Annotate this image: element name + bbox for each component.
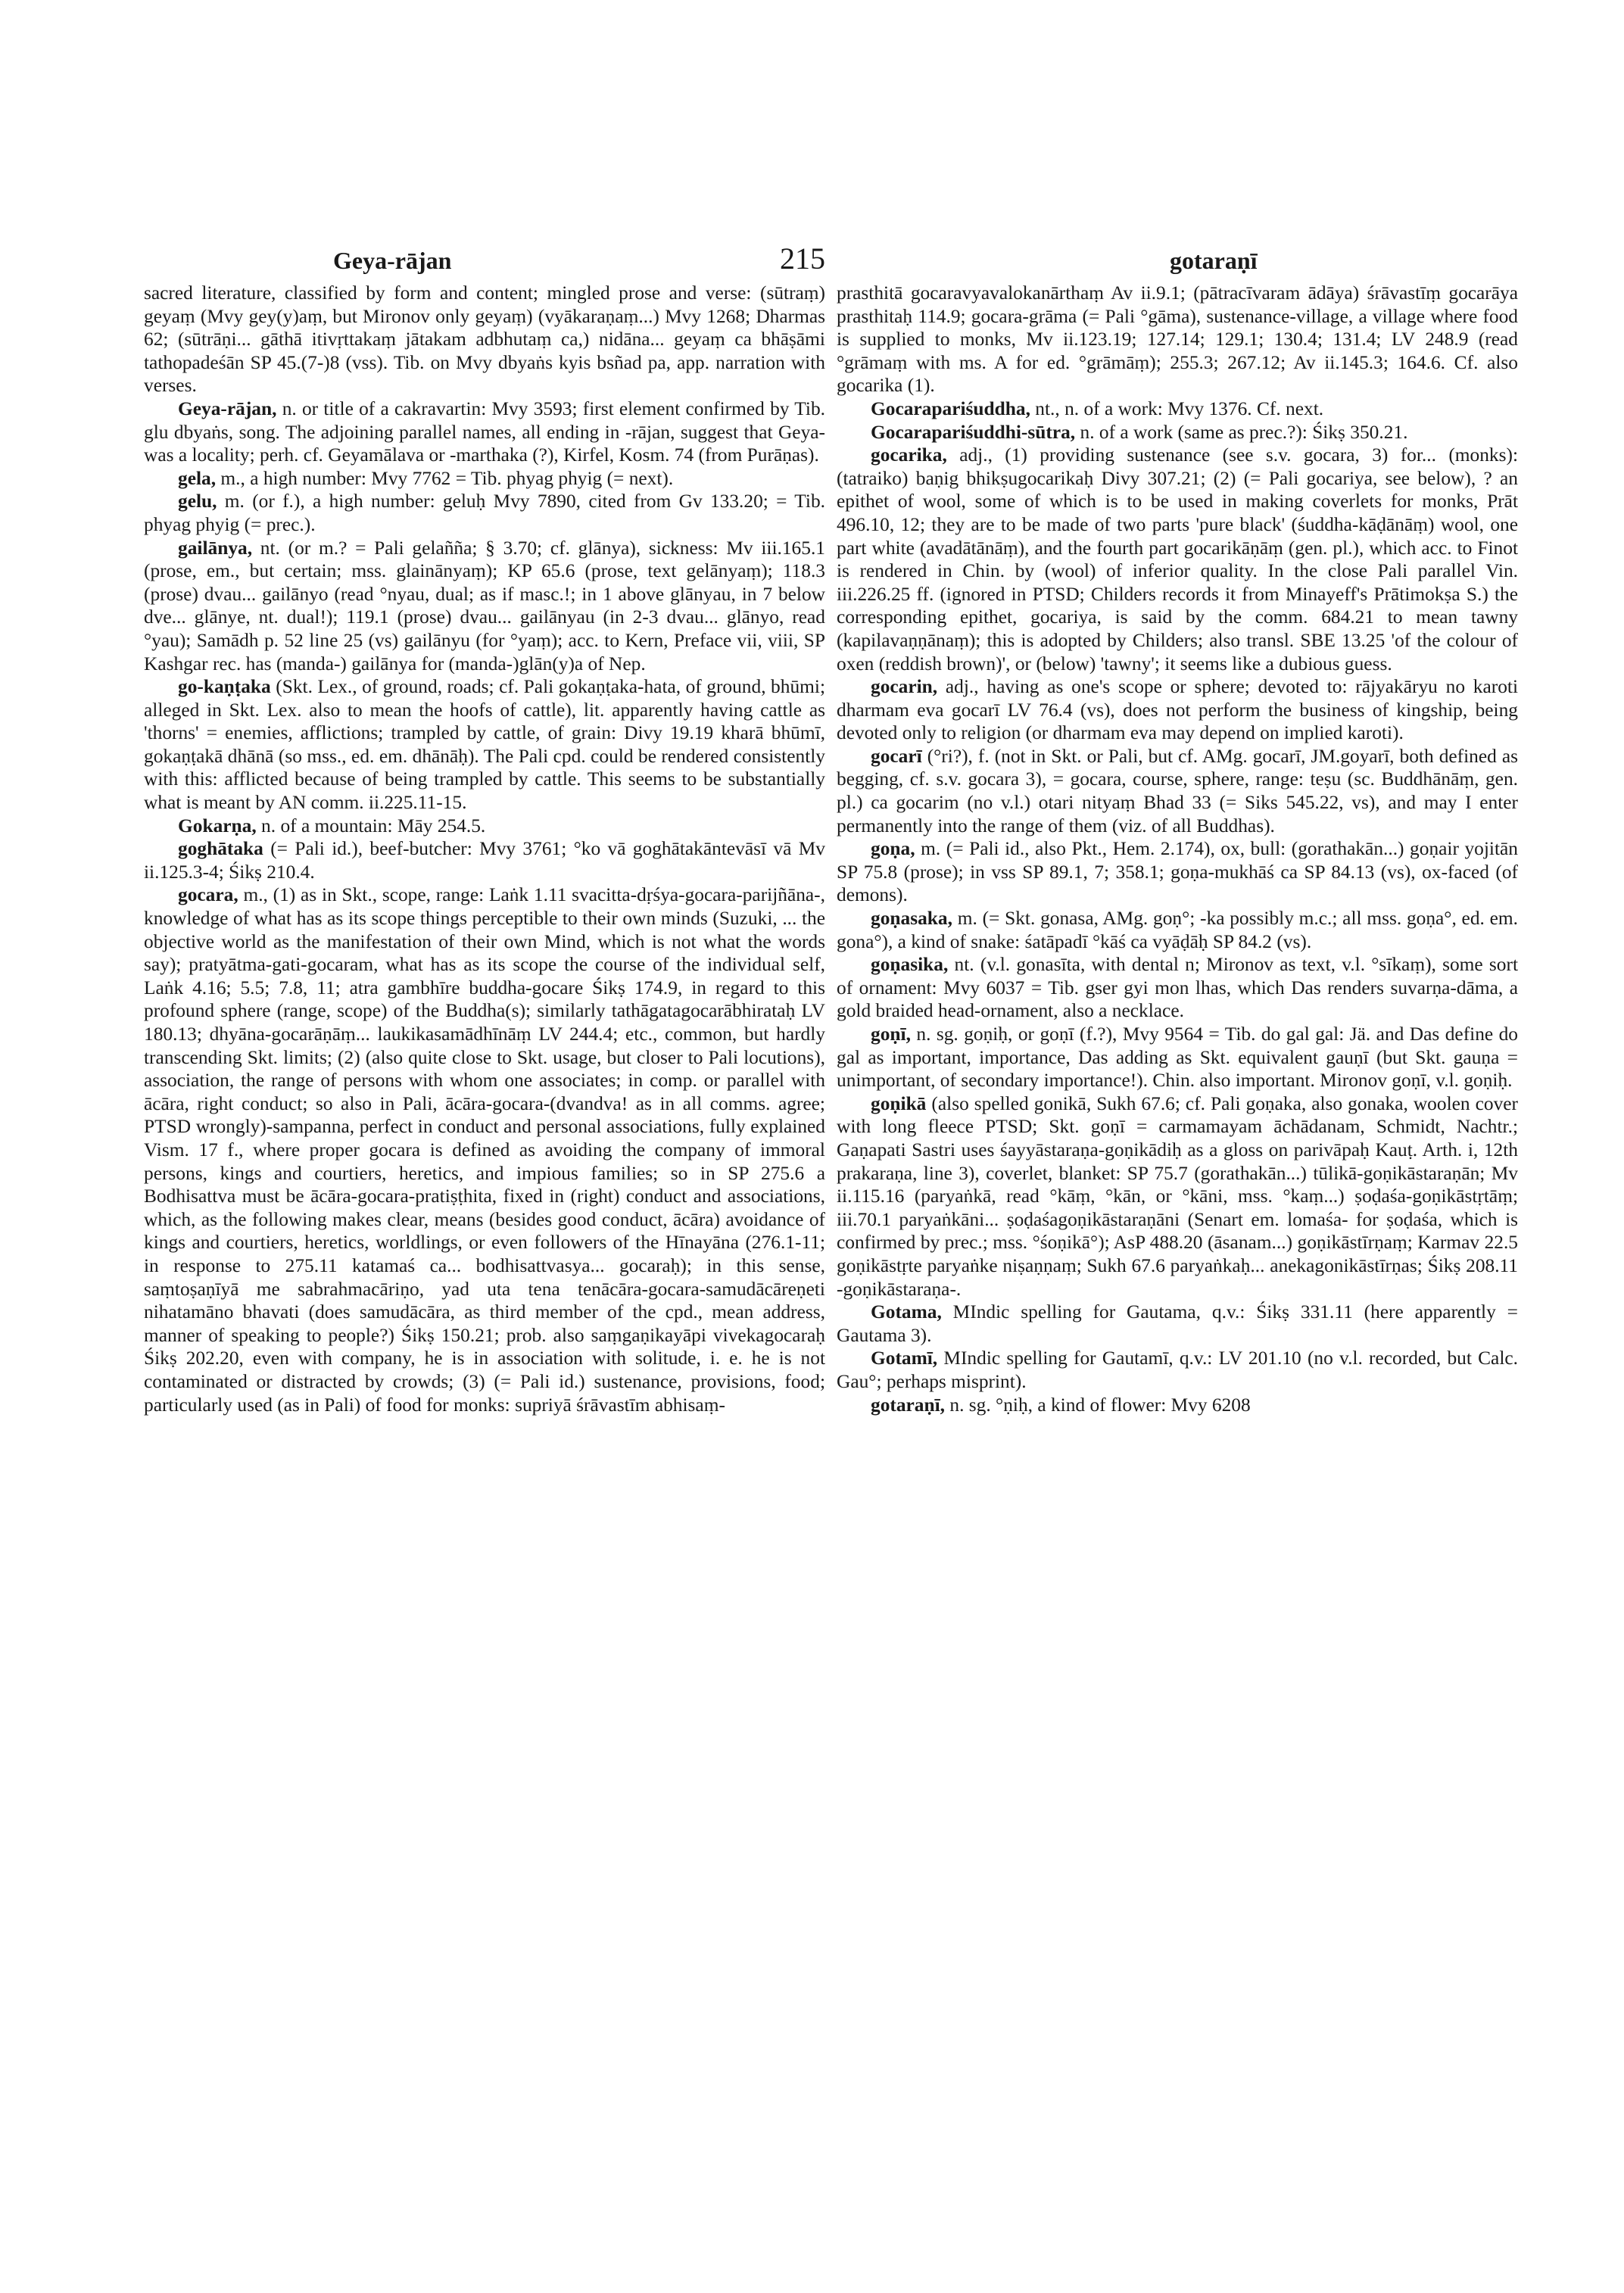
dictionary-entry: [837, 1023, 1518, 1092]
page-header: [144, 241, 1480, 286]
entry-body: m., (1) as in Skt., scope, range: Laṅk 1.11 svacitta-dṛśya-gocara-parijñāna-, knowledge of what has as its scope things perceptible to their own minds (Suzuki, ... the objective world as the manifestation of their own Mind, which is not what the words say); pratyātma-gati-gocaram, what has as its scope the course of the individual self, Laṅk 4.16; 5.5; 7.8, 11; atra gambhīre buddha-gocare Śikṣ 174.9, in regard to this profound sphere (range, scope) of the Buddha(s); similarly tathāgatagocarābhirataḥ LV 180.13; dhyāna-gocarāṇāṃ... laukikasamādhīnāṃ LV 244.4; etc., common, but hardly transcending Skt. limits; (2) (also quite close to Skt. usage, but closer to Pali locutions), association, the range of persons with whom one associates; in comp. or parallel with ācāra, right conduct; so also in Pali, ācāra-gocara-(dvandva! as in all comms. agree; PTSD wrongly)-sampanna, perfect in conduct and personal associations, fully explained Vism. 17 f., where proper gocara is defined as avoiding the company of immoral persons, kings and courtiers, heretics, and impious families; so in SP 275.6 a Bodhisattva must be ācāra-gocara-pratiṣṭhita, fixed in (right) conduct and associations, which, as the following makes clear, means (besides good conduct, ācāra) avoidance of kings and courtiers, heretics, worldlings, or even followers of the Hīnayāna (276.1-11; in response to 275.11 katamaś ca... bodhisattvasya... gocaraḥ); in this sense, saṃtoṣaṇīyā me sabrahmacāriṇo, yad uta tena tenācāra-gocara-samudācāreṇeti nihatamāno bhavati (does samudācāra, as third member of the cpd., mean address, manner of speaking to people?) Śikṣ 150.21; prob. also saṃgaṇikayāpi vivekagocaraḥ Śikṣ 202.20, even with company, he is in association with solitude, i. e. he is not contaminated or distracted by crowds; (3) (= Pali id.) sustenance, provisions, food; particularly used (as in Pali) of food for monks: supriyā śrāvastīm abhisaṃ-: [144, 884, 825, 1416]
entry-headword: goṇasika,: [871, 954, 949, 976]
dictionary-entry: [837, 1347, 1518, 1393]
entry-headword: gocarin,: [871, 676, 938, 698]
entry-headword: goṇī,: [871, 1023, 911, 1045]
entry-headword: go-kaṇṭaka: [178, 676, 271, 698]
entry-body: m., a high number: Mvy 7762 = Tib. phyag phyig (= next).: [216, 467, 674, 489]
entry-headword: goṇasaka,: [871, 908, 952, 930]
dictionary-entry: [144, 675, 825, 815]
entry-body: m. (= Skt. gonasa, AMg. goṇ°; -ka possibly m.c.; all mss. goṇa°, ed. em. gona°), a kind of snake: śatāpadī °kāś ca vyāḍāḥ SP 84.2 (vs).: [837, 908, 1518, 952]
entry-headword: Gotamī,: [871, 1347, 938, 1369]
entry-headword: goṇa,: [871, 838, 915, 860]
dictionary-entry: [144, 815, 825, 838]
entry-headword: Geya-rājan,: [178, 397, 277, 419]
dictionary-entry: [837, 907, 1518, 953]
entry-headword: gailānya,: [178, 537, 253, 559]
dictionary-entry: [144, 837, 825, 883]
page-number: 215: [780, 241, 825, 276]
right-guide-word: gotaraṇī: [1170, 247, 1258, 274]
entry-headword: Gotama,: [871, 1301, 942, 1323]
dictionary-entry: [837, 1301, 1518, 1347]
entry-body: (= Pali id.), beef-butcher: Mvy 3761; °ko vā goghātakāntevāsī vā Mv ii.125.3-4; Śikṣ 210.4.: [144, 838, 825, 883]
dictionary-entry: [837, 745, 1518, 837]
entry-body: MIndic spelling for Gautama, q.v.: Śikṣ 331.11 (here apparently = Gautama 3).: [837, 1301, 1518, 1346]
dictionary-entry: [837, 421, 1518, 444]
entry-body: n. of a mountain: Māy 254.5.: [256, 815, 486, 837]
left-guide-word: Geya-rājan: [333, 247, 452, 274]
dictionary-entry: [837, 444, 1518, 675]
dictionary-entry: [837, 837, 1518, 907]
entry-body: adj., having as one's scope or sphere; devoted to: rājyakāryu no karoti dharmam eva gocarī LV 76.4 (vs), does not perform the business of kingship, being devoted only to religion (or dharmam eva may depend on implied karoti).: [837, 676, 1518, 744]
entry-body: (°ri?), f. (not in Skt. or Pali, but cf. AMg. gocarī, JM.goyarī, both defined as begging, cf. s.v. gocara 3), = gocara, course, sphere, range: teṣu (sc. Buddhānāṃ, gen. pl.) ca gocarim (no v.l.) otari nityaṃ Bhad 33 (= Siks 545.22, vs), and may I enter permanently into the range of them (viz. of all Buddhas).: [837, 745, 1518, 837]
dictionary-entry: [837, 1092, 1518, 1301]
entry-body: nt. (or m.? = Pali gelañña; § 3.70; cf. glānya), sickness: Mv iii.165.1 (prose, em., but certain; mss. glainānyaṃ); KP 65.6 (prose, text gelānyaṃ); 118.3 (prose) dvau... gailānyo (read °nyau, dual; as if masc.!; in 1 above glānyau, in 7 below dve... glānye, nt. dual!); 119.1 (prose) dvau... gailānyau (in 2-3 dvau... glānyo, read °yau); Samādh p. 52 line 25 (vs) gailānyu (for °yaṃ); acc. to Kern, Preface vii, viii, SP Kashgar rec. has (manda-) gailānya for (manda-)glān(y)a of Nep.: [144, 537, 825, 675]
entry-headword: gocara,: [178, 884, 238, 906]
dictionary-entry: [144, 490, 825, 536]
entry-headword: gocarī: [871, 745, 922, 767]
entry-body: n. sg. °ṇiḥ, a kind of flower: Mvy 6208: [945, 1394, 1251, 1416]
dictionary-entry: [144, 282, 825, 397]
dictionary-entry: [144, 397, 825, 467]
entry-body: nt. (v.l. gonasīta, with dental n; Mironov as text, v.l. °sīkaṃ), some sort of ornament: Mvy 6037 = Tib. gser gyi mon lhas, which Das renders suvarṇa-dāma, a gold braided head-ornament, also a necklace.: [837, 954, 1518, 1022]
entry-body: nt., n. of a work: Mvy 1376. Cf. next.: [1030, 397, 1324, 419]
entry-body: n. sg. goṇiḥ, or goṇī (f.?), Mvy 9564 = Tib. do gal gal: Jä. and Das define do gal as important, importance, Das adding as Skt. equivalent gauṇī (but Skt. gauṇa = unimportant, of secondary importance!). Chin. also important. Mironov goṇī, v.l. goṇiḥ.: [837, 1023, 1518, 1092]
entry-headword: Gocarapariśuddhi-sūtra,: [871, 421, 1076, 443]
dictionary-entry: [837, 1394, 1518, 1417]
entry-body: adj., (1) providing sustenance (see s.v. gocara, 3) for... (monks): (tatraiko) baṇig bhikṣugocarikaḥ Divy 307.21; (2) (= Pali gocariya, see below), ? an epithet of wool, some of which is to be used in making coverlets for monks, Prāt 496.10, 12; they are to be made of two parts 'pure black' (śuddha-kāḍānāṃ) wool, one part white (avadātānāṃ), and the fourth part gocarikāṇāṃ (gen. pl.), which acc. to Finot is rendered in Chin. by (wool) of inferior quality. In the close Pali parallel Vin. iii.226.25 ff. (ignored in PTSD; Childers records it from Minayeff's Prātimokṣa S.) the corresponding epithet, gocariya, is said by the comm. 684.21 to mean tawny (kapilavaṇṇānaṃ); this is adopted by Childers; also transl. SBE 13.25 'of the colour of oxen (reddish brown)', or (below) 'tawny'; it seems like a dubious guess.: [837, 444, 1518, 675]
right-column: [837, 282, 1518, 1416]
entry-headword: goghātaka: [178, 838, 263, 860]
entry-body: n. of a work (same as prec.?): Śikṣ 350.21.: [1075, 421, 1408, 443]
dictionary-entry: [144, 883, 825, 1416]
dictionary-entry: [144, 537, 825, 676]
entry-body: (Skt. Lex., of ground, roads; cf. Pali gokaṇṭaka-hata, of ground, bhūmi; alleged in Skt. Lex. also to mean the hoofs of cattle), lit. apparently having cattle as 'thorns' = enemies, afflictions; trampled by cattle, of grain: Divy 19.19 kharā bhūmī, gokaṇṭakā dhānā (so mss., ed. em. dhānāḥ). The Pali cpd. could be rendered consistently with this: afflicted because of being trampled by cattle. This seems to be substantially what is meant by AN comm. ii.225.11-15.: [144, 676, 825, 814]
entry-body: m. (= Pali id., also Pkt., Hem. 2.174), ox, bull: (gorathakān...) goṇair yojitān SP 75.8 (prose); in vss SP 89.1, 7; 358.1; goṇa-mukhāś ca SP 84.13 (vs), ox-faced (of demons).: [837, 838, 1518, 906]
entry-headword: gotaraṇī,: [871, 1394, 946, 1416]
entry-headword: Gocarapariśuddha,: [871, 397, 1030, 419]
dictionary-entry: [837, 397, 1518, 421]
dictionary-entry: [837, 953, 1518, 1023]
entry-headword: goṇikā: [871, 1092, 927, 1114]
left-column: [144, 282, 825, 1416]
entry-body: sacred literature, classified by form and content; mingled prose and verse: (sūtraṃ) geyaṃ (Mvy gey(y)aṃ, but Mironov only geyaṃ) (vyākaraṇaṃ...) Mvy 1268; Dharmas 62; (sūtrāṇi... gāthā itivṛttakaṃ jātakam adbhutaṃ ca,) nidāna... geyaṃ ca bhāṣāmi tathopadeśān SP 45.(7-)8 (vss). Tib. on Mvy dbyaṅs kyis bsñad pa, app. narration with verses.: [144, 282, 825, 397]
entry-headword: gelu,: [178, 491, 217, 512]
dictionary-entry: [144, 467, 825, 491]
entry-body: (also spelled gonikā, Sukh 67.6; cf. Pali goṇaka, also gonaka, woolen cover with long fleece PTSD; Skt. goṇī = carmamayam āchādanam, Schmidt, Nachtr.; Gaṇapati Sastri uses śayyāstaraṇa-goṇikādiḥ as a gloss on parivāpaḥ Kauṭ. Arth. i, 12th prakaraṇa, line 3), coverlet, blanket: SP 75.7 (gorathakān...) tūlikā-goṇikāstaraṇān; Mv ii.115.16 (paryaṅkā, read °kāṃ, °kān, or °kāni, mss. °kaṃ...) ṣoḍaśa-goṇikāstṛtāṃ; iii.70.1 paryaṅkāni... ṣoḍaśagoṇikāstaraṇāni (Senart em. lomaśa- for ṣoḍaśa, which is confirmed by prec.; mss. °śoṇikā°); AsP 488.20 (āsanam...) goṇikāstīrṇaṃ; Karmav 22.5 goṇikāstṛte paryaṅke niṣaṇṇaṃ; Sukh 67.6 paryaṅkaḥ... anekagonikāstīrṇas; Śikṣ 208.11 -goṇikāstaraṇa-.: [837, 1092, 1518, 1300]
entry-headword: gela,: [178, 467, 217, 489]
entry-body: MIndic spelling for Gautamī, q.v.: LV 201.10 (no v.l. recorded, but Calc. Gau°; perhaps misprint).: [837, 1347, 1518, 1392]
entry-body: prasthitā gocaravyavalokanārthaṃ Av ii.9.1; (pātracīvaram ādāya) śrāvastīṃ gocarāya prasthitaḥ 114.9; gocara-grāma (= Pali °gāma), sustenance-village, a village where food is supplied to monks, Mv ii.123.19; 127.14; 129.1; 130.4; 131.4; LV 248.9 (read °grāmaṃ with ms. A for ed. °grāmāṃ); 255.3; 267.12; Av ii.145.3; 164.6. Cf. also gocarika (1).: [837, 282, 1518, 397]
dictionary-entry: [837, 282, 1518, 397]
dictionary-entry: [837, 675, 1518, 745]
entry-body: m. (or f.), a high number: geluḥ Mvy 7890, cited from Gv 133.20; = Tib. phyag phyig (= prec.).: [144, 491, 825, 535]
entry-headword: Gokarṇa,: [178, 815, 257, 837]
entry-body: n. or title of a cakravartin: Mvy 3593; first element confirmed by Tib. glu dbyaṅs, song. The adjoining parallel names, all ending in -rājan, suggest that Geya- was a locality; perh. cf. Geyamālava or -marthaka (?), Kirfel, Kosm. 74 (from Purāṇas).: [144, 397, 825, 466]
entry-headword: gocarika,: [871, 444, 947, 466]
